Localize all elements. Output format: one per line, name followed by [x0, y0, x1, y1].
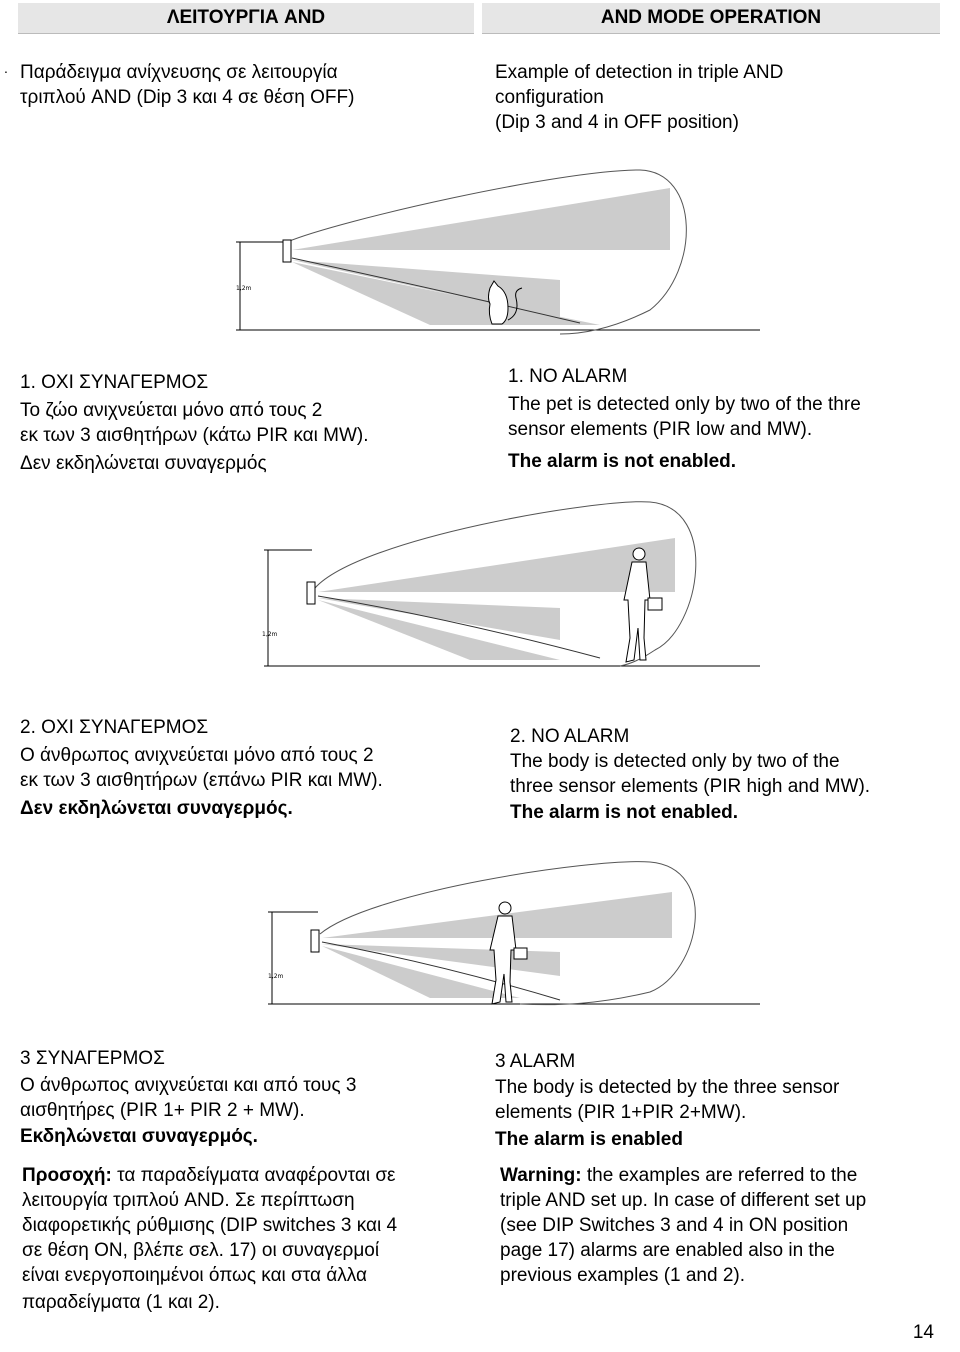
warning-english-label: Warning: [500, 1165, 582, 1186]
figure-pet-detection [0, 150, 960, 335]
warning-greek-line5: είναι ενεργοποιημένοι όπως και στα άλλα [22, 1265, 367, 1286]
case1-english-line3: The alarm is not enabled. [508, 451, 737, 472]
sensor-device [311, 930, 319, 952]
header-greek: ΛΕΙΤΟΥΡΓΙΑ AND [18, 3, 474, 34]
case3-greek-line2: αισθητήρες (PIR 1+ PIR 2 + MW). [20, 1100, 305, 1121]
warning-english-line3: (see DIP Switches 3 and 4 in ON position [500, 1215, 849, 1236]
case2-greek-line2: εκ των 3 αισθητήρων (επάνω PIR και MW). [20, 770, 383, 791]
case3-greek-line3: Εκδηλώνεται συναγερμός. [20, 1126, 258, 1147]
case2-english-line2: three sensor elements (PIR high and MW). [510, 776, 871, 797]
case1-greek-title: 1. ΟΧΙ ΣΥΝΑΓΕΡΜΟΣ [20, 372, 209, 393]
header-english: AND MODE OPERATION [482, 3, 940, 34]
warning-english-line1: Warning: the examples are referred to the [500, 1165, 858, 1186]
warning-greek-line4: σε θέση ON, βλέπε σελ. 17) οι συναγερμοί [22, 1240, 380, 1261]
warning-english-line5: previous examples (1 and 2). [500, 1265, 746, 1286]
case3-greek-title: 3 ΣΥΝΑΓΕΡΜΟΣ [20, 1048, 165, 1069]
figure-body-full-detection [0, 852, 960, 1012]
height-marker-label: 1,2m [236, 285, 252, 292]
height-marker-label: 1,2m [268, 973, 284, 980]
case2-greek-line1: Ο άνθρωπος ανιχνεύεται μόνο από τους 2 [20, 745, 374, 766]
case2-greek-title: 2. ΟΧΙ ΣΥΝΑΓΕΡΜΟΣ [20, 717, 209, 738]
intro-english-line3: (Dip 3 and 4 in OFF position) [495, 112, 739, 133]
warning-english-line2: triple AND set up. In case of different set up [500, 1190, 867, 1211]
warning-greek-label: Προσοχή: [22, 1165, 112, 1186]
intro-greek-line2: τριπλού AND (Dip 3 και 4 σε θέση OFF) [20, 87, 355, 108]
warning-greek-line6: παραδείγματα (1 και 2). [22, 1292, 220, 1313]
warning-greek-line2: λειτουργία τριπλού AND. Σε περίπτωση [22, 1190, 355, 1211]
case3-english-line2: elements (PIR 1+PIR 2+MW). [495, 1102, 747, 1123]
height-marker-label: 1,2m [262, 631, 278, 638]
page-number: 14 [912, 1322, 934, 1343]
warning-greek-line1: Προσοχή: τα παραδείγματα αναφέρονται σε [22, 1165, 396, 1186]
figure-body-upper-detection [0, 488, 960, 673]
case3-english-title: 3 ALARM [495, 1051, 576, 1072]
warning-english-line4: page 17) alarms are enabled also in the [500, 1240, 835, 1261]
case1-greek-line3: Δεν εκδηλώνεται συναγερμός [20, 453, 267, 474]
case2-english-title: 2. NO ALARM [510, 726, 630, 747]
case1-english-line1: The pet is detected only by two of the thre [508, 394, 861, 415]
case1-greek-line1: Το ζώο ανιχνεύεται μόνο από τους 2 [20, 400, 323, 421]
margin-dot: . [4, 60, 8, 76]
case3-english-line1: The body is detected by the three sensor [495, 1077, 840, 1098]
warning-greek-line3: διαφορετικής ρύθμισης (DIP switches 3 και 4 [22, 1215, 398, 1236]
case1-greek-line2: εκ των 3 αισθητήρων (κάτω PIR και MW). [20, 425, 369, 446]
intro-english-line2: configuration [495, 87, 604, 108]
sensor-device [307, 582, 315, 604]
case2-english-line1: The body is detected only by two of the [510, 751, 840, 772]
case3-english-line3: The alarm is enabled [495, 1129, 683, 1150]
case1-english-title: 1. NO ALARM [508, 366, 628, 387]
sensor-device [283, 240, 291, 262]
case1-english-line2: sensor elements (PIR low and MW). [508, 419, 813, 440]
case3-greek-line1: Ο άνθρωπος ανιχνεύεται και από τους 3 [20, 1075, 357, 1096]
upper-pir-beam [292, 188, 670, 250]
case2-english-line3: The alarm is not enabled. [510, 802, 739, 823]
upper-pir-beam [318, 538, 675, 592]
case2-greek-line3: Δεν εκδηλώνεται συναγερμός. [20, 798, 293, 819]
intro-english-line1: Example of detection in triple AND [495, 62, 784, 83]
intro-greek-line1: Παράδειγμα ανίχνευσης σε λειτουργία [20, 62, 338, 83]
